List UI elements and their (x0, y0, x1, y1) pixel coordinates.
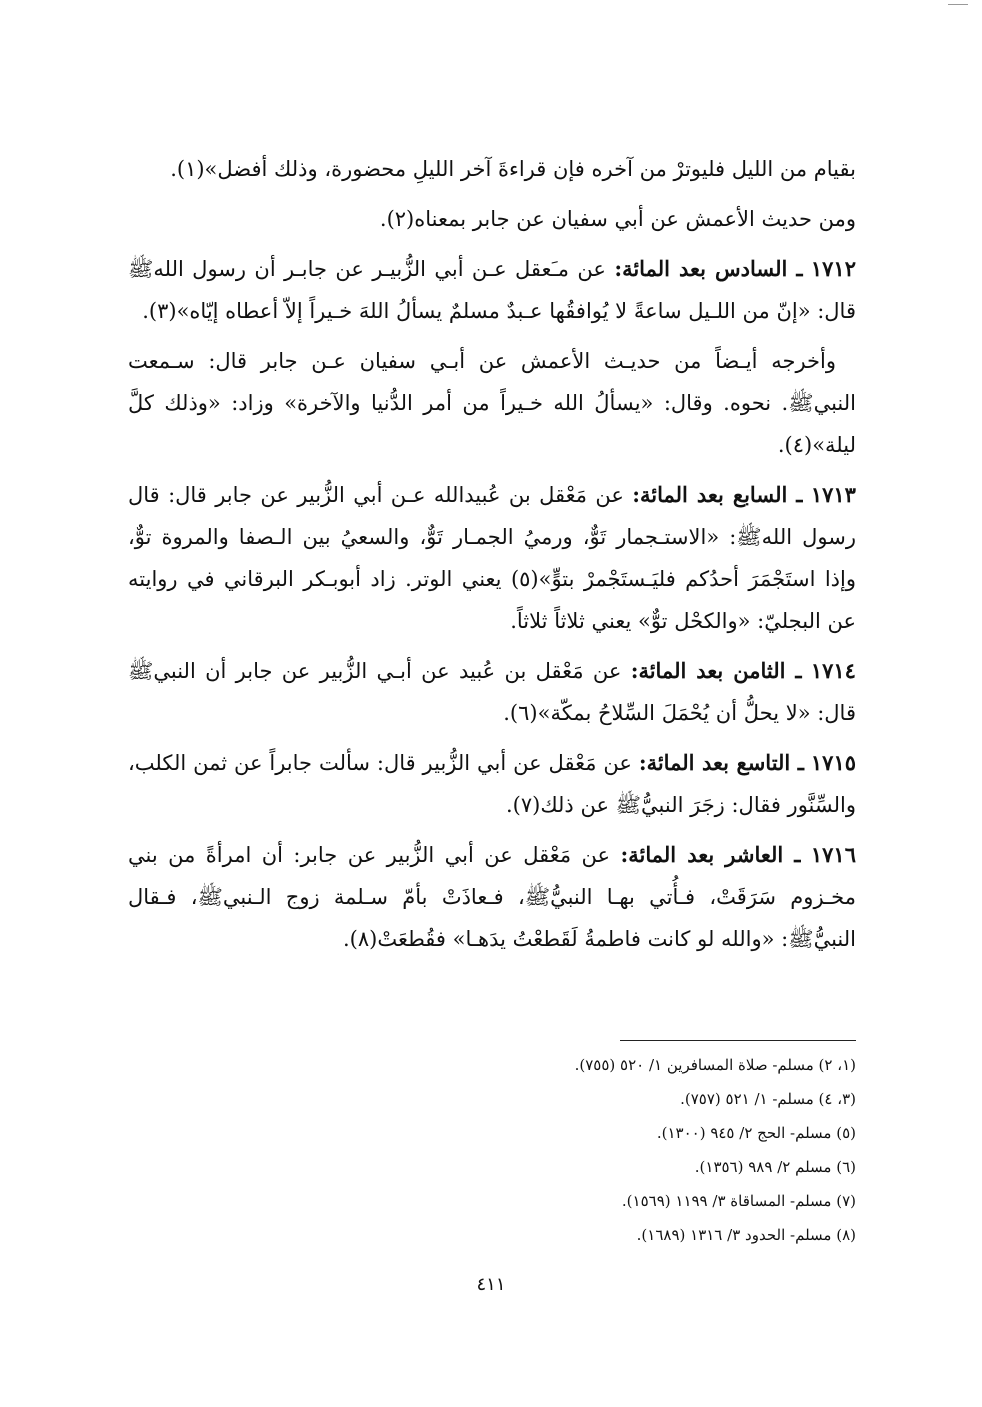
paragraph-text: وأخرجه أيـضاً من حديـث الأعمش عن أبـي سفيان عـن جابر قال: سـمعت النبيﷺ. نحوه. وقال: «يسألُ الله خـيراً من أمر الدُّنيا والآخرة» وزاد: «وذلك كلَّ ليلة»(٤). (128, 349, 856, 457)
paragraph-text: عن مَعْقل بن عُبيد عن أبـي الزُّبير عن جابر أن النبيﷺ قال: «لا يحلُّ أن يُحْمَلَ السِّلاحُ بمكّة»(٦). (128, 659, 856, 725)
paragraph-narration (128, 198, 856, 240)
footnote: (٦) مسلم ٢/ ٩٨٩ (١٣٥٦). (694, 1158, 856, 1176)
footnote: (٥) مسلم- الحج ٢/ ٩٤٥ (١٣٠٠). (656, 1124, 856, 1142)
paragraph-text: عن مَعْقل عن أبي الزُّبير قال: سألت جابراً عن ثمن الكلب، والسِّنَّور فقال: زجَرَ النبيُّﷺ عن ذلك(٧). (128, 751, 856, 817)
hadith-title: ـ العاشر بعد المائة: (620, 842, 801, 867)
footnote-divider (620, 1040, 856, 1041)
hadith-number: ١٧١٣ (810, 482, 856, 507)
hadith-1715 (128, 742, 856, 826)
page-number: ٤١١ (476, 1274, 506, 1295)
paragraph-narration (128, 340, 856, 466)
hadith-title: ـ الثامن بعد المائة: (630, 658, 802, 683)
hadith-1716 (128, 834, 856, 960)
paragraph-text: عن مَعْقل بن عُبيدالله عـن أبي الزُّبير عن جابر قال: قال رسول اللهﷺ: «الاستـجمار تَوٌّ، ورميُ الجمـار تَوٌّ، والسعيُ بين الـصفا والمروة توٌّ، وإذا استَجْمَرَ أحدُكم فليَـستَجْمرْ بتوٍّ»(٥) يعني الوتر. زاد أبوبـكر البرقاني في روايته عن البجليّ: «والكحْل توٌّ» يعني ثلاثاً ثلاثاً. (128, 483, 856, 633)
paragraph-text: عن مـَعقل عـن أبي الزُّبيـر عن جابـر أن رسول اللهﷺ قال: «إنّ من اللـيل ساعةً لا يُوافقُها عـبدٌ مسلمٌ يسألُ اللهَ خـيراً إلاّ أعطاه إيّاه»(٣). (128, 257, 856, 323)
hadith-title: ـ السابع بعد المائة: (632, 482, 803, 507)
hadith-1712 (128, 248, 856, 332)
paragraph-text: بقيام من الليل فليوترْ من آخره فإن قراءةَ آخر الليلِ محضورة، وذلك أفضل»(١). (170, 157, 856, 181)
footnote: (٨) مسلم- الحدود ٣/ ١٣١٦ (١٦٨٩). (636, 1226, 856, 1244)
paragraph-text: ومن حديث الأعمش عن أبي سفيان عن جابر بمعناه(٢). (379, 207, 856, 231)
hadith-title: ـ التاسع بعد المائة: (638, 750, 804, 775)
footnote: (٧) مسلم- المساقاة ٣/ ١١٩٩ (١٥٦٩). (621, 1192, 856, 1210)
scan-corner-mark (948, 4, 968, 5)
hadith-1714 (128, 650, 856, 734)
paragraph-continuation (128, 148, 856, 190)
hadith-title: ـ السادس بعد المائة: (614, 256, 803, 281)
hadith-number: ١٧١٦ (810, 842, 856, 867)
main-text (128, 148, 856, 968)
hadith-number: ١٧١٥ (810, 750, 857, 775)
footnote: (١، ٢) مسلم- صلاة المسافرين ١/ ٥٢٠ (٧٥٥). (574, 1056, 856, 1074)
hadith-number: ١٧١٤ (810, 658, 856, 683)
footnotes (400, 1048, 856, 1252)
paragraph-text: عن مَعْقل عن أبي الزُّبير عن جابر: أن امرأةً من بني مخـزوم سَرَقَتْ، فـأُتي بهـا النبيُّﷺ، فـعاذَتْ بأمّ سـلمة زوج الـنبيﷺ، فـقال النبيُّﷺ: «والله لو كانت فاطمةُ لَقَطعْتُ يدَهـا» فقُطعَتْ(٨). (128, 843, 856, 951)
footnote: (٣، ٤) مسلم- ١/ ٥٢١ (٧٥٧). (680, 1090, 856, 1108)
hadith-number: ١٧١٢ (810, 256, 856, 281)
hadith-1713 (128, 474, 856, 642)
